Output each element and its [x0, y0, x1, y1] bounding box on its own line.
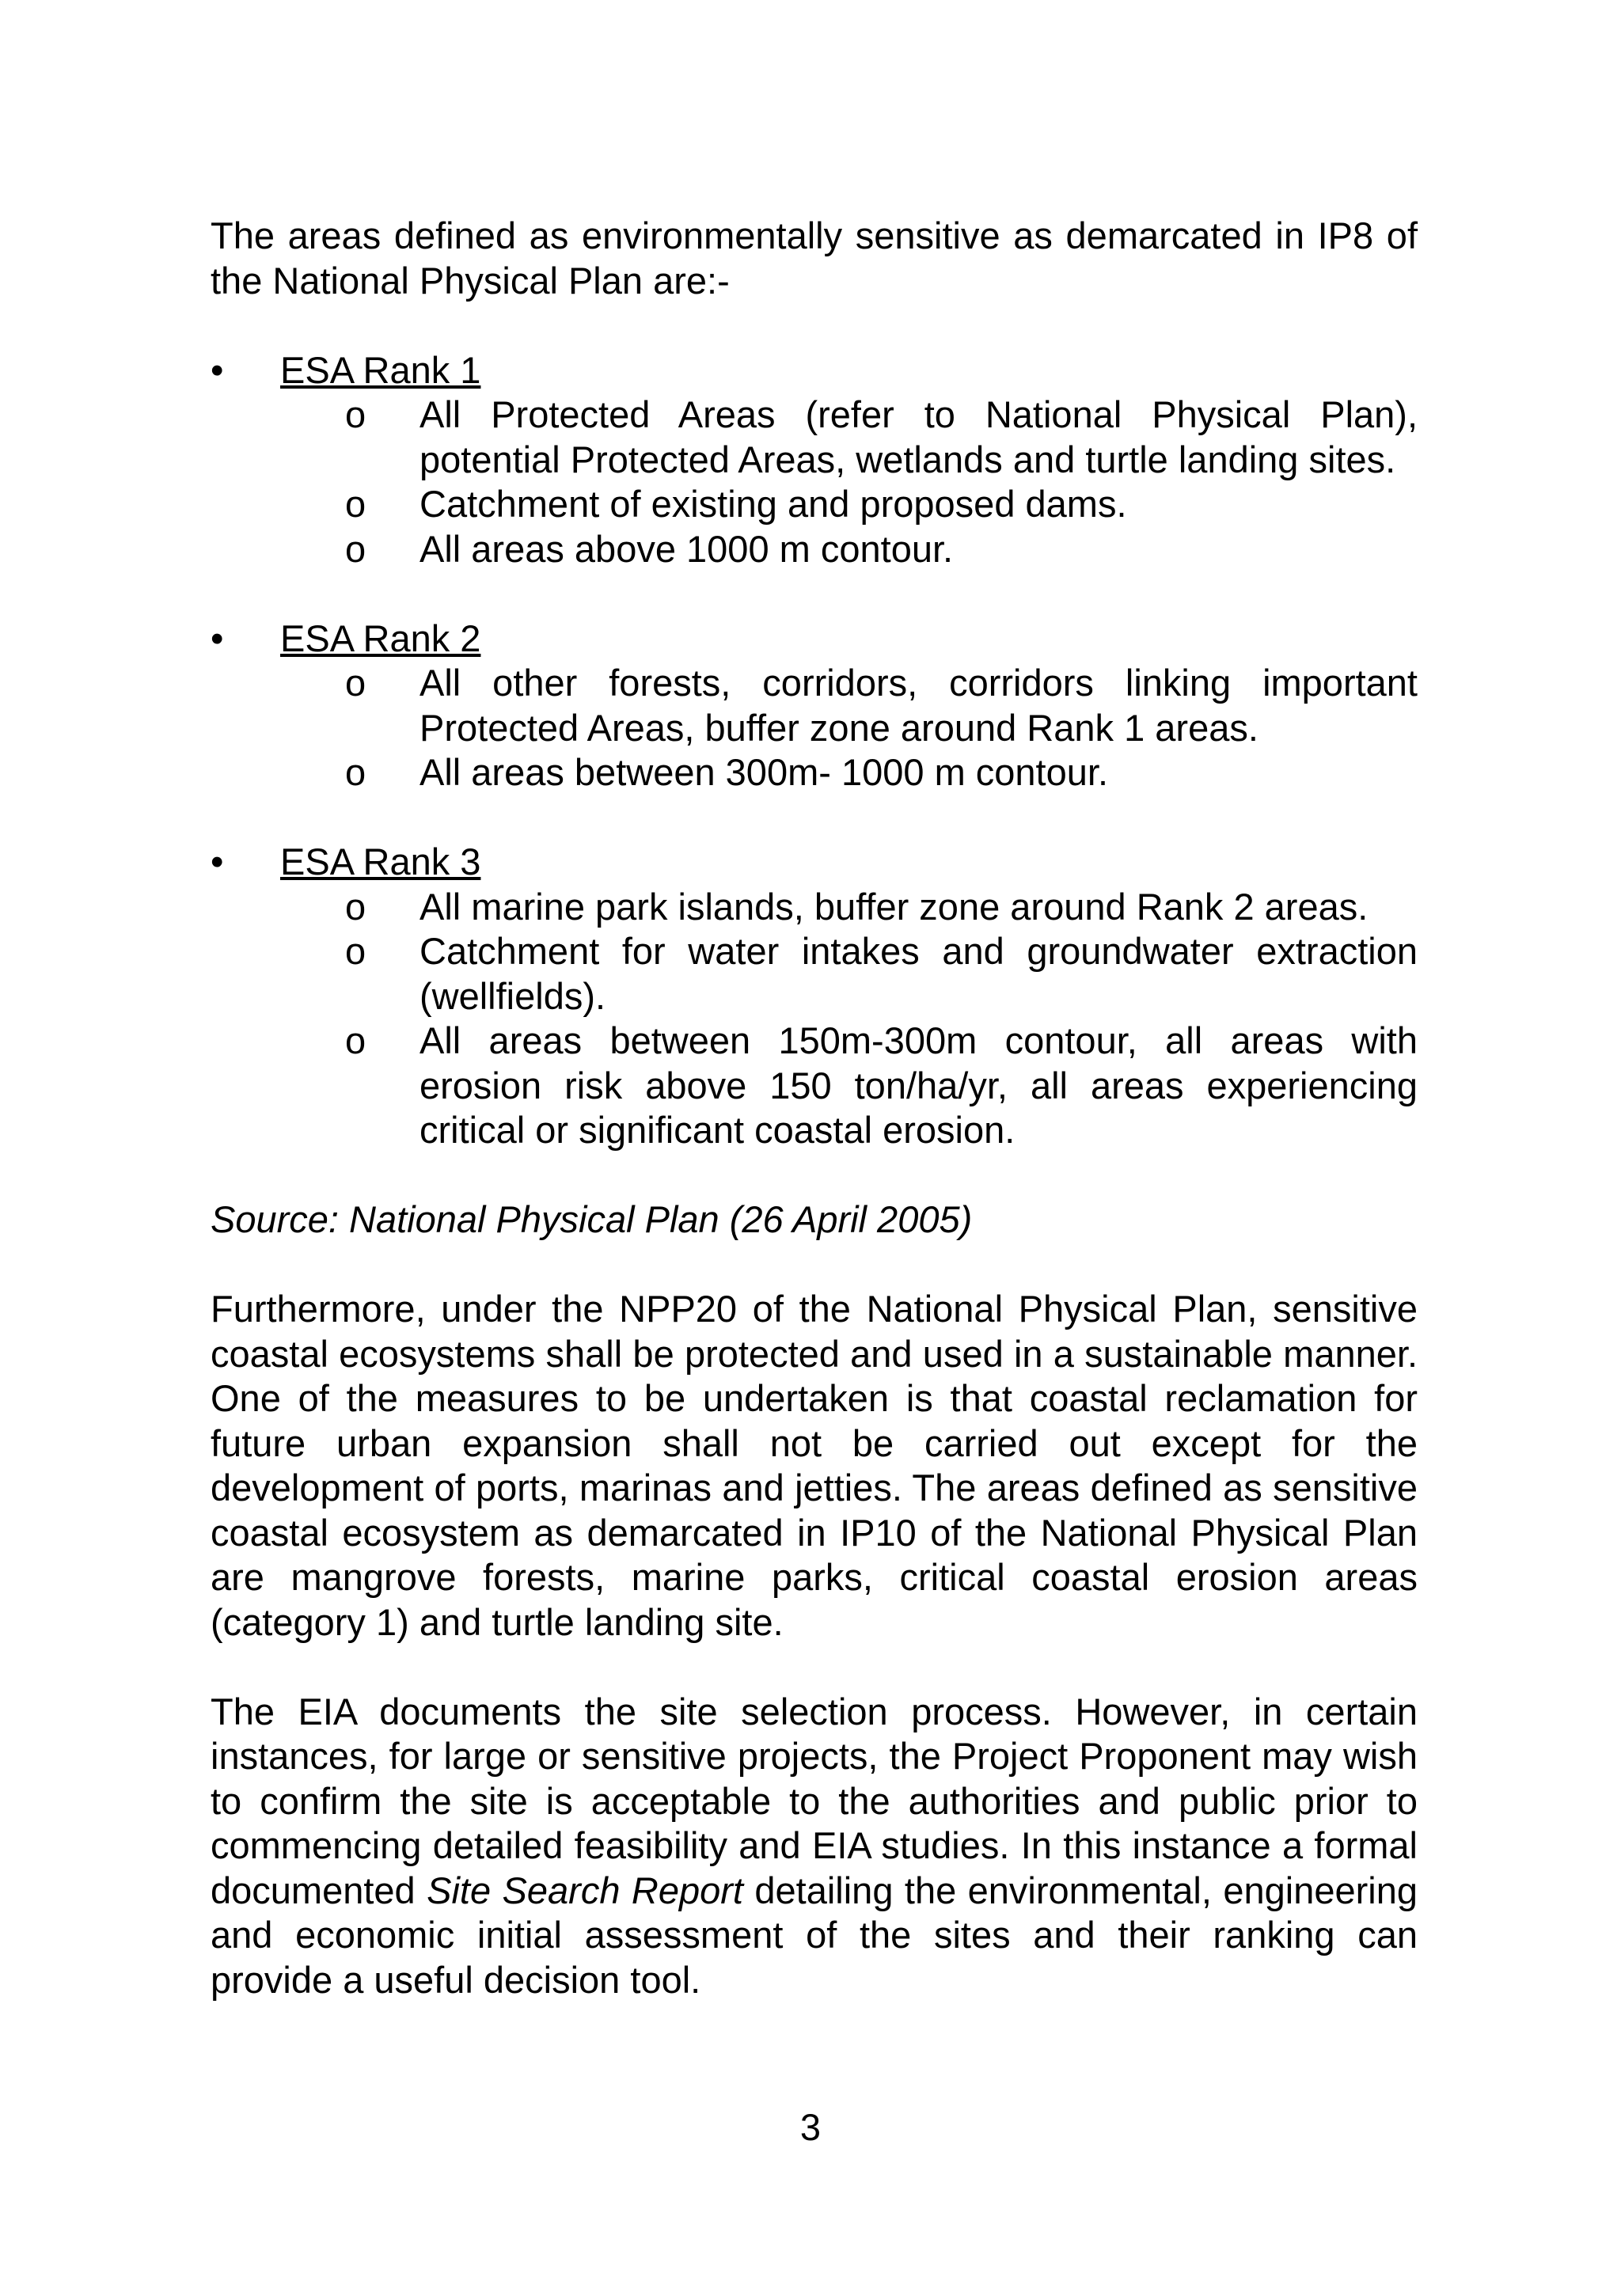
list-item-text: All marine park islands, buffer zone around Rank 2 areas. [419, 885, 1369, 928]
list-item [211, 482, 1418, 527]
list-item [211, 885, 1418, 930]
page-number: 3 [799, 2106, 822, 2148]
spacer [211, 1645, 1418, 1690]
circle-bullet-icon: o [345, 527, 366, 570]
list-item [211, 393, 1418, 482]
circle-bullet-icon: o [345, 662, 366, 704]
list-item-text: Catchment for water intakes and groundwater extraction (wellfields). [419, 930, 1418, 1017]
esa-rank-2 [211, 617, 1418, 662]
list-item [211, 661, 1418, 750]
rank-title: ESA Rank 3 [280, 841, 481, 882]
document-body [211, 214, 1418, 2002]
bullet-icon: • [211, 348, 224, 391]
esa-rank-3 [211, 840, 1418, 885]
spacer [211, 795, 1418, 841]
list-item-text: All areas between 150m-300m contour, all areas with erosion risk above 150 ton/ha/yr, all areas experiencing critical or significant coastal erosion. [419, 1019, 1418, 1151]
eia-paragraph [211, 1690, 1418, 2003]
list-item-text: All areas above 1000 m contour. [419, 527, 954, 570]
circle-bullet-icon: o [345, 751, 366, 793]
spacer [211, 303, 1418, 348]
list-item [211, 1019, 1418, 1153]
circle-bullet-icon: o [345, 1019, 366, 1061]
list-item [211, 527, 1418, 572]
list-item [211, 750, 1418, 795]
spacer [211, 1153, 1418, 1198]
bullet-icon: • [211, 617, 224, 659]
intro-paragraph: The areas defined as environmentally sensitive as demarcated in IP8 of the National Physical Plan are:- [211, 214, 1418, 302]
list-item-text: All Protected Areas (refer to National Physical Plan), potential Protected Areas, wetlands and turtle landing sites. [419, 393, 1418, 480]
list-item-text: All areas between 300m- 1000 m contour. [419, 751, 1109, 793]
rank-title: ESA Rank 1 [280, 348, 481, 391]
esa-rank-1 [211, 348, 1418, 393]
rank-title: ESA Rank 2 [280, 617, 481, 659]
circle-bullet-icon: o [345, 393, 366, 435]
spacer [211, 1243, 1418, 1288]
list-item-text: Catchment of existing and proposed dams. [419, 483, 1127, 525]
list-item [211, 929, 1418, 1019]
circle-bullet-icon: o [345, 930, 366, 972]
npp20-paragraph: Furthermore, under the NPP20 of the National Physical Plan, sensitive coastal ecosystems shall be protected and used in a sustainable manner. One of the measures to be undertaken is that coastal reclamation for future urban expansion shall not be carried out except for the development of ports, marinas and jetties. The areas defined as sensitive coastal ecosystem as demarcated in IP10 of the National Physical Plan are mangrove forests, marine parks, critical coastal erosion areas (category 1) and turtle landing site. [211, 1288, 1418, 1643]
bullet-icon: • [211, 841, 224, 882]
list-item-text: All other forests, corridors, corridors linking important Protected Areas, buffer zone around Rank 1 areas. [419, 662, 1418, 749]
circle-bullet-icon: o [345, 483, 366, 525]
eia-text-after: detailing the environmental, engineering and economic initial assessment of the sites and their ranking can provide a useful decision tool. [211, 1869, 1418, 2001]
circle-bullet-icon: o [345, 885, 366, 928]
site-search-report-term: Site Search Report [427, 1869, 743, 1911]
source-citation: Source: National Physical Plan (26 April 2005) [211, 1198, 973, 1240]
eia-text-before: The EIA documents the site selection process. However, in certain instances, for large or sensitive projects, the Project Proponent may wish to confirm the site is acceptable to the authorities and public prior to commencing detailed feasibility and EIA studies. In this instance a formal documented [211, 1690, 1418, 1911]
spacer [211, 571, 1418, 617]
